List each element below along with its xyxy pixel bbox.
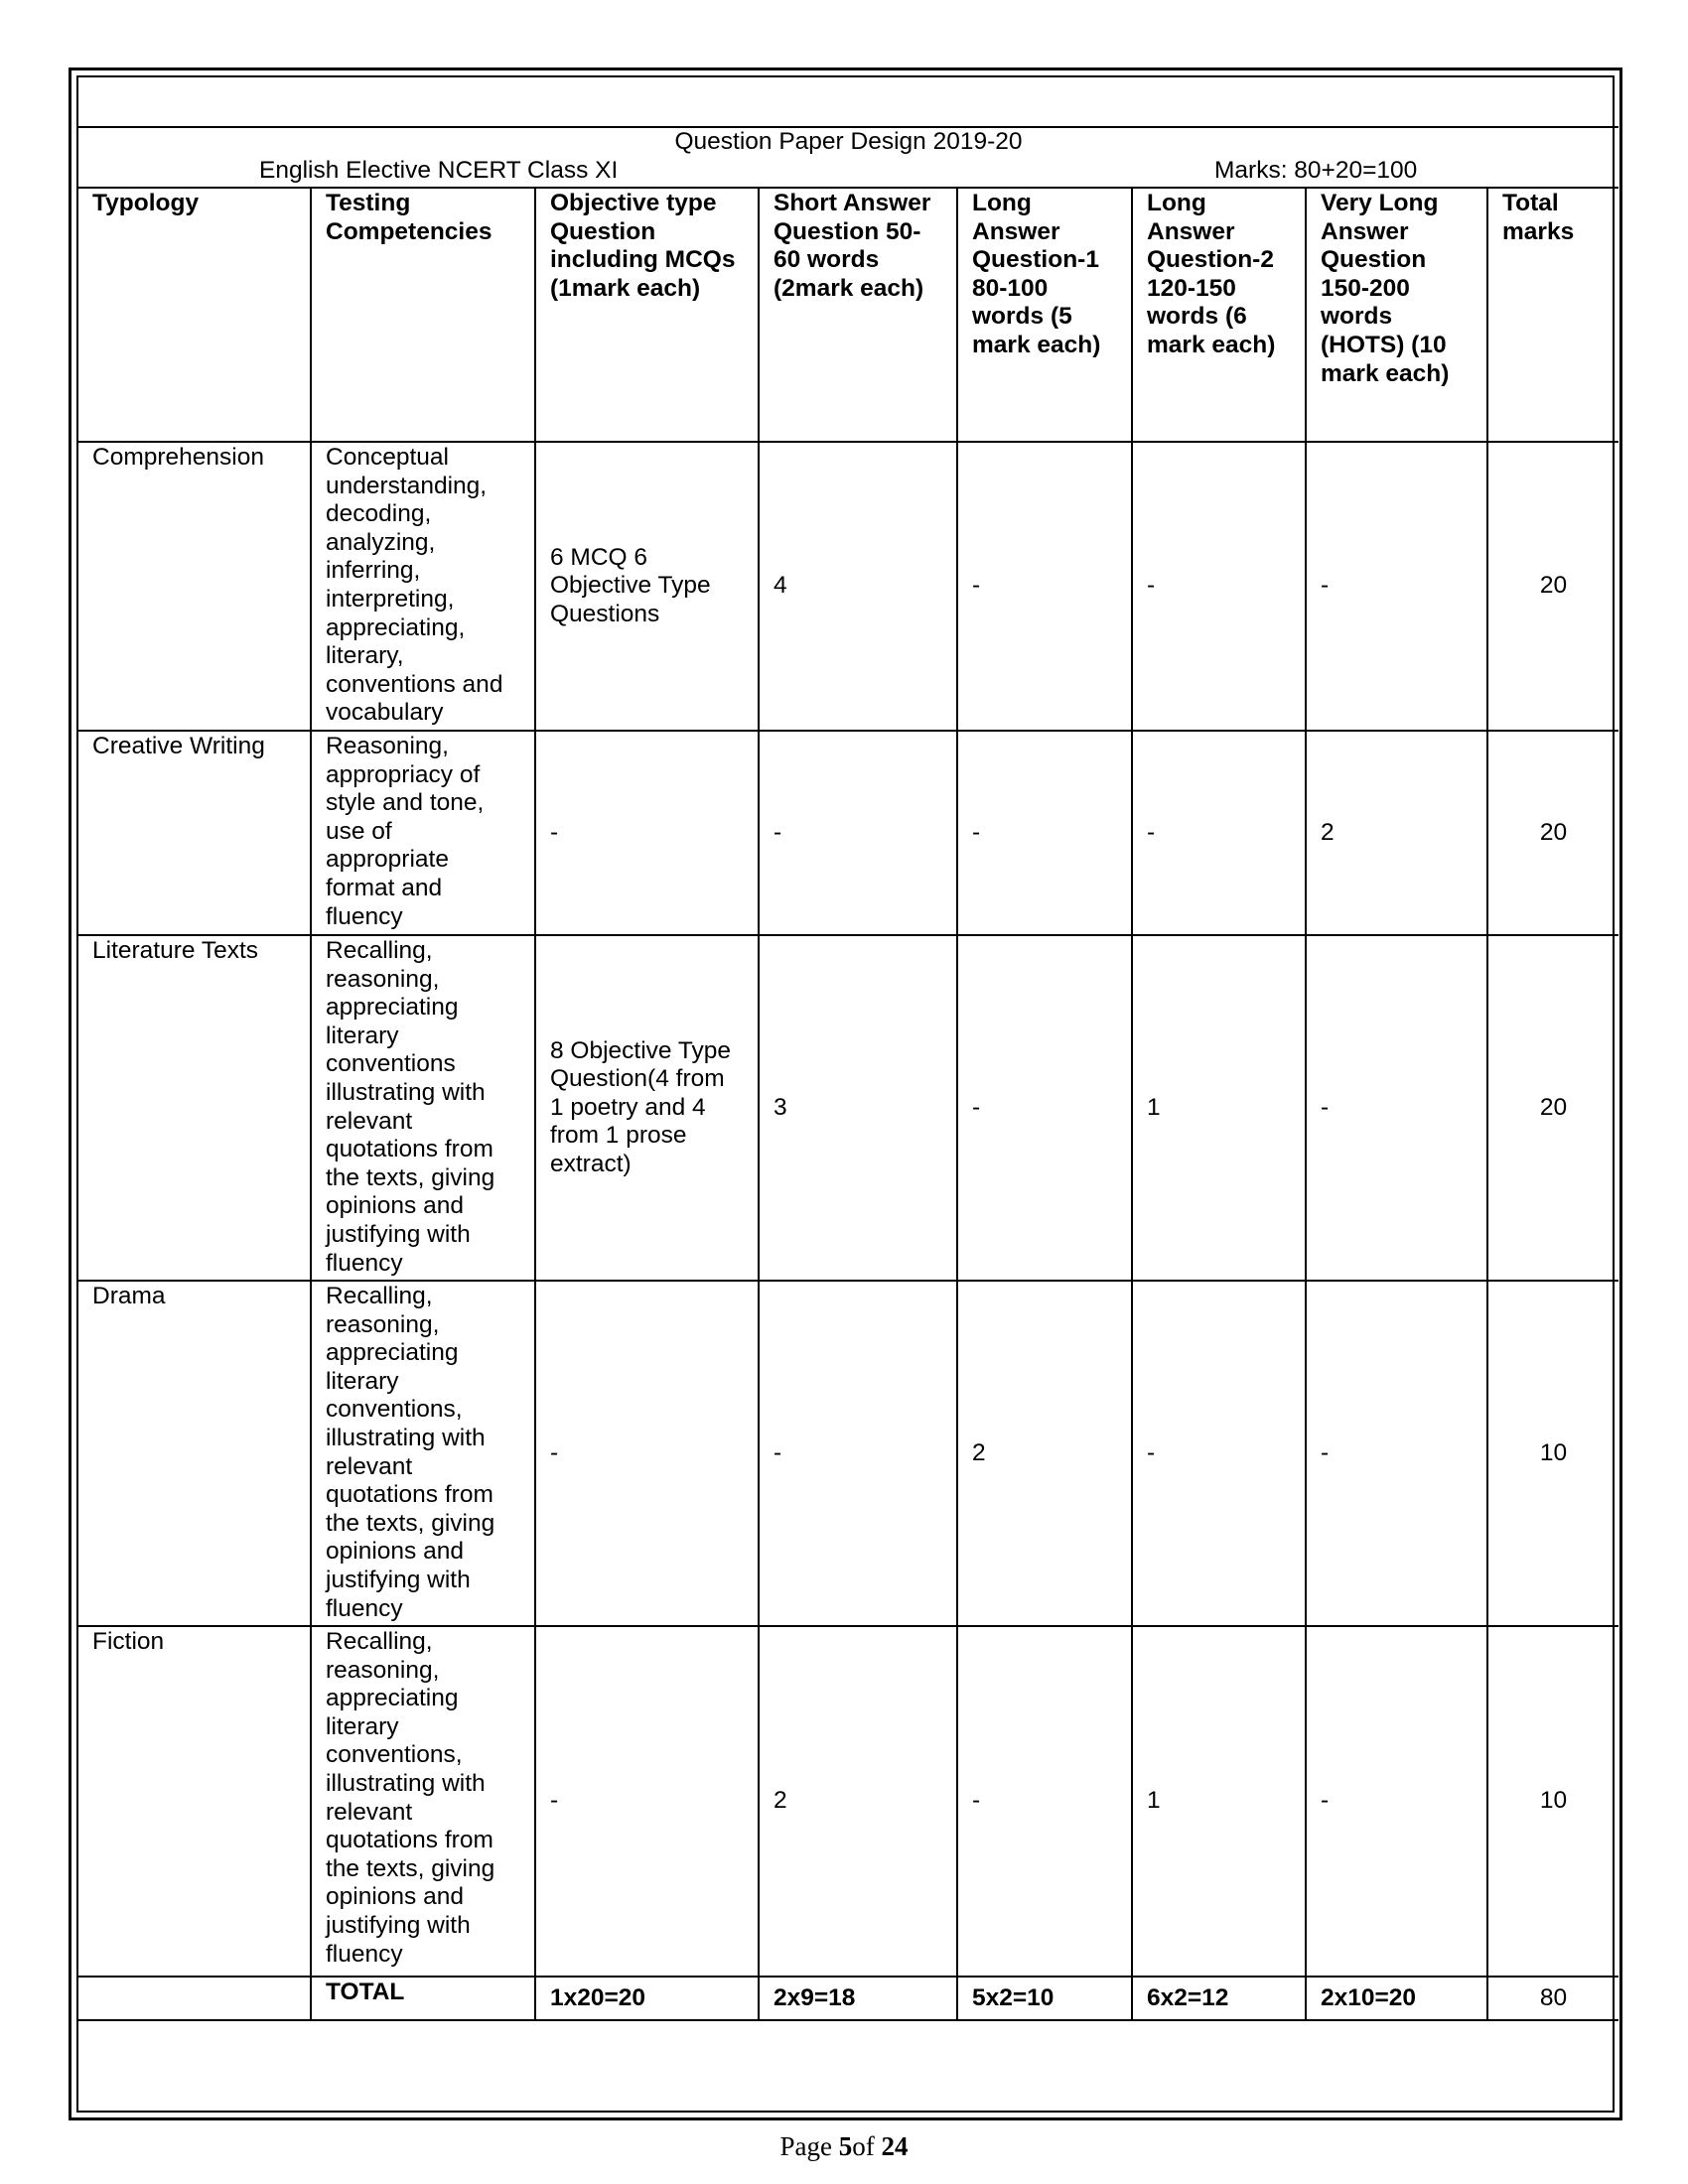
total-very-long: 2x10=20	[1306, 1977, 1487, 2020]
total-long2: 6x2=12	[1132, 1977, 1306, 2020]
objective-cell: -	[535, 1281, 759, 1626]
col-header-short: Short Answer Question 50-60 words (2mark each)	[759, 188, 957, 442]
total-label: TOTAL	[311, 1977, 535, 2020]
page-current: 5	[838, 2131, 853, 2161]
total-cell: 10	[1487, 1626, 1618, 1977]
total-short: 2x9=18	[759, 1977, 957, 2020]
typology-cell: Comprehension	[78, 442, 311, 731]
total-cell: 10	[1487, 1281, 1618, 1626]
typology-cell: Drama	[78, 1281, 311, 1626]
class-subtitle: English Elective NCERT Class XI	[259, 157, 619, 184]
objective-cell: -	[535, 731, 759, 935]
page-inner-border	[76, 75, 1615, 2113]
table-row	[78, 935, 1618, 1281]
long1-cell: -	[957, 1626, 1132, 1977]
table-row	[78, 731, 1618, 935]
competencies-cell: Conceptual understanding, decoding, analyzing, inferring, interpreting, appreciating, literary, conventions and vocabulary	[311, 442, 535, 731]
question-paper-table	[78, 126, 1618, 2021]
very-long-cell: -	[1306, 1281, 1487, 1626]
objective-cell: -	[535, 1626, 759, 1977]
objective-cell: 6 MCQ 6 Objective Type Questions	[535, 442, 759, 731]
long1-cell: -	[957, 442, 1132, 731]
paper-title: Question Paper Design 2019-20	[674, 128, 1023, 155]
long2-cell: -	[1132, 731, 1306, 935]
col-header-long2: Long Answer Question-2 120-150 words (6 mark each)	[1132, 188, 1306, 442]
page-total: 24	[881, 2131, 909, 2161]
very-long-cell: 2	[1306, 731, 1487, 935]
typology-cell: Fiction	[78, 1626, 311, 1977]
competencies-cell: Recalling, reasoning, appreciating literary conventions, illustrating with relevant quotations from the texts, giving opinions and justifying with fluency	[311, 1281, 535, 1626]
title-row	[78, 127, 1618, 188]
col-header-long1: Long Answer Question-1 80-100 words (5 mark each)	[957, 188, 1132, 442]
long1-cell: 2	[957, 1281, 1132, 1626]
typology-cell: Literature Texts	[78, 935, 311, 1281]
very-long-cell: -	[1306, 442, 1487, 731]
col-header-typology: Typology	[78, 188, 311, 442]
table-row	[78, 1281, 1618, 1626]
long2-cell: -	[1132, 1281, 1306, 1626]
total-cell: 20	[1487, 442, 1618, 731]
page-number	[0, 2131, 1688, 2162]
col-header-total: Total marks	[1487, 188, 1618, 442]
short-cell: -	[759, 1281, 957, 1626]
table-row	[78, 442, 1618, 731]
total-long1: 5x2=10	[957, 1977, 1132, 2020]
very-long-cell: -	[1306, 1626, 1487, 1977]
short-cell: -	[759, 731, 957, 935]
competencies-cell: Recalling, reasoning, appreciating literary conventions illustrating with relevant quotations from the texts, giving opinions and justifying with fluency	[311, 935, 535, 1281]
competencies-cell: Reasoning, appropriacy of style and tone, use of appropriate format and fluency	[311, 731, 535, 935]
table-row	[78, 1626, 1618, 1977]
total-objective: 1x20=20	[535, 1977, 759, 2020]
col-header-objective: Objective type Question including MCQs (1mark each)	[535, 188, 759, 442]
long2-cell: 1	[1132, 935, 1306, 1281]
very-long-cell: -	[1306, 935, 1487, 1281]
grand-total: 80	[1487, 1977, 1618, 2020]
objective-cell: 8 Objective Type Question(4 from 1 poetry and 4 from 1 prose extract)	[535, 935, 759, 1281]
short-cell: 4	[759, 442, 957, 731]
page-border	[69, 68, 1622, 2120]
short-cell: 2	[759, 1626, 957, 1977]
title-cell	[78, 127, 1618, 188]
total-row-empty-cell	[78, 1977, 311, 2020]
page-of: of	[852, 2131, 882, 2161]
total-row	[78, 1977, 1618, 2020]
total-cell: 20	[1487, 731, 1618, 935]
competencies-cell: Recalling, reasoning, appreciating literary conventions, illustrating with relevant quotations from the texts, giving opinions and justifying with fluency	[311, 1626, 535, 1977]
total-cell: 20	[1487, 935, 1618, 1281]
short-cell: 3	[759, 935, 957, 1281]
long2-cell: 1	[1132, 1626, 1306, 1977]
page-prefix: Page	[779, 2131, 839, 2161]
marks-subtitle: Marks: 80+20=100	[1214, 157, 1418, 184]
long2-cell: -	[1132, 442, 1306, 731]
typology-cell: Creative Writing	[78, 731, 311, 935]
long1-cell: -	[957, 935, 1132, 1281]
long1-cell: -	[957, 731, 1132, 935]
col-header-competencies: Testing Competencies	[311, 188, 535, 442]
header-row	[78, 188, 1618, 442]
col-header-very-long: Very Long Answer Question 150-200 words (HOTS) (10 mark each)	[1306, 188, 1487, 442]
